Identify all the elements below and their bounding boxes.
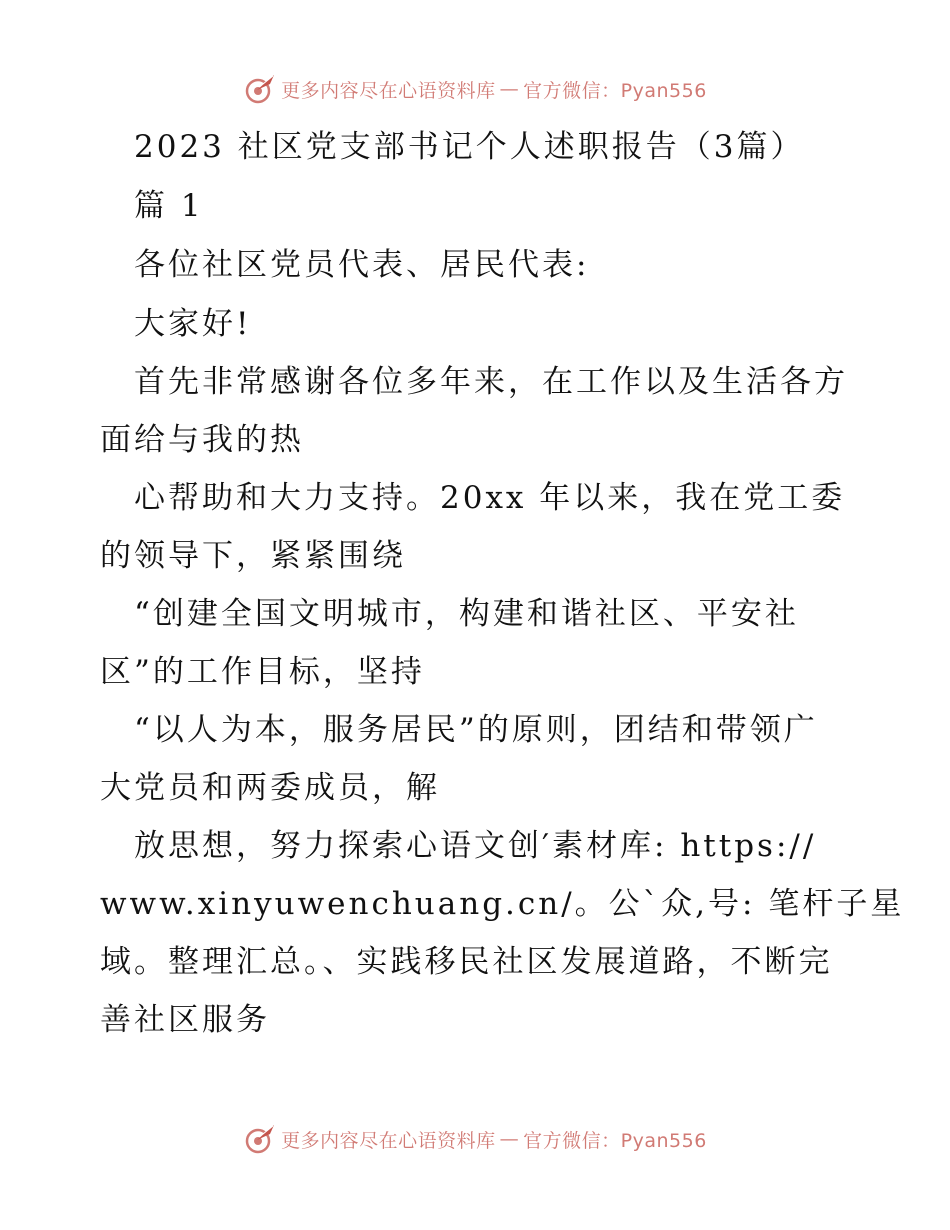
watermark-dash: —: [499, 1128, 520, 1150]
watermark-dash: —: [499, 78, 520, 100]
quill-logo-icon: [243, 1122, 277, 1156]
document-title: 2023 社区党支部书记个人述职报告（3篇）: [134, 129, 805, 165]
paragraph-line: 善社区服务: [100, 1002, 270, 1038]
paragraph-line: 首先非常感谢各位多年来，在工作以及生活各方: [134, 364, 848, 400]
greeting: 大家好!: [134, 306, 252, 342]
watermark-wechat: 官方微信：Pyan556: [523, 1129, 707, 1152]
footer-watermark: [0, 1122, 950, 1156]
watermark-text: 更多内容尽在心语资料库: [281, 79, 496, 102]
watermark-wechat: 官方微信：Pyan556: [523, 79, 707, 102]
quill-logo-icon: [243, 72, 277, 106]
paragraph-line: 大党员和两委成员，解: [100, 770, 440, 806]
watermark-text: 更多内容尽在心语资料库: [281, 1129, 496, 1152]
paragraph-line: 面给与我的热: [100, 422, 304, 458]
paragraph-line: 心帮助和大力支持。20xx 年以来，我在党工委: [134, 480, 846, 516]
paragraph-line: 的领导下，紧紧围绕: [100, 538, 406, 574]
paragraph-line: 放思想，努力探索心语文创′素材库: https://: [134, 828, 817, 864]
paragraph-line: “创建全国文明城市，构建和谐社区、平安社: [134, 596, 799, 632]
paragraph-line: “以人为本，服务居民”的原则，团结和带领广: [134, 712, 818, 748]
section-heading: 篇 1: [134, 188, 204, 224]
header-watermark: [0, 72, 950, 106]
paragraph-line: www.xinyuwenchuang.cn/。公`众,号: 笔杆子星: [100, 886, 905, 922]
salutation: 各位社区党员代表、居民代表:: [134, 247, 590, 283]
paragraph-line: 区”的工作目标，坚持: [100, 654, 425, 690]
paragraph-line: 域。整理汇总。、实践移民社区发展道路，不断完: [100, 944, 833, 980]
